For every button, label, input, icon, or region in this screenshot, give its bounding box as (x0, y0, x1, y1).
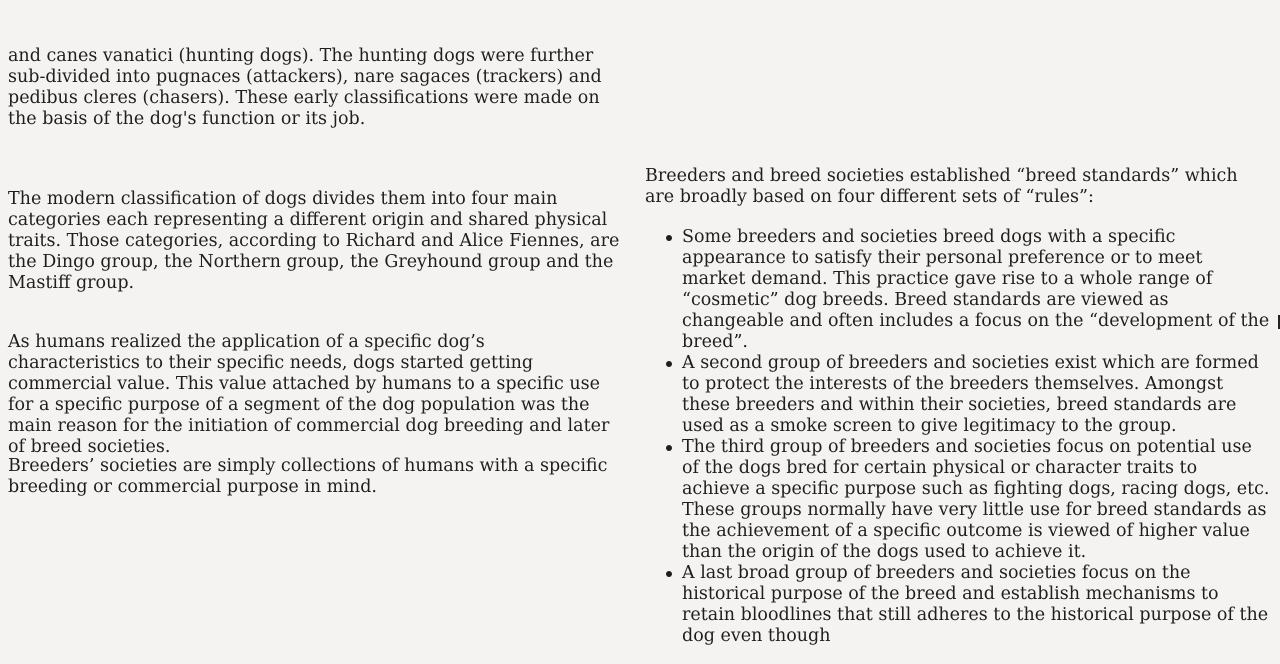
paragraph-breeders-societies: Breeders’ societies are simply collections of humans with a specific breeding or commercial purpose in mind. (8, 456, 608, 497)
paragraph-hunting-dogs: and canes vanatici (hunting dogs). The hunting dogs were further sub-divided into pugnaces (attackers), nare sagaces (trackers) and pedibus cleres (chasers). These early classifications were made on the basis of the dog's function or its job. (8, 46, 602, 129)
list-item: A second group of breeders and societies exist which are formed to protect the interests of the breeders themselves. Amongst these breeders and within their societies, breed standards are used as a smoke screen to give legitimacy to the group. (682, 353, 1270, 437)
paragraph-modern-classification: The modern classification of dogs divides them into four main categories each representing a different origin and shared physical traits. Those categories, according to Richard and Alice Fiennes, are the Dingo group, the Northern group, the Greyhound group and the Mastiff group. (8, 189, 620, 293)
list-item: A last broad group of breeders and societies focus on the historical purpose of the breed and establish mechanisms to retain bloodlines that still adheres to the historical purpose of the dog even though (682, 563, 1269, 646)
breed-standards-rules-list (645, 227, 1270, 647)
list-item: The third group of breeders and societies focus on potential use of the dogs bred for certain physical or character traits to achieve a specific purpose such as fighting dogs, racing dogs, etc. These groups normally have very little use for breed standards as the achievement of a specific outcome is viewed of higher value than the origin of the dogs used to achieve it. (682, 437, 1270, 562)
paragraph-breed-standards-intro: Breeders and breed societies established “breed standards” which are broadly based on four different sets of “rules”: (645, 166, 1238, 207)
paragraph-commercial-value: As humans realized the application of a specific dog’s characteristics to their specific needs, dogs started getting commercial value. This value attached by humans to a specific use for a specific purpose of a segment of the dog population was the main reason for the initiation of commercial dog breeding and later of breed societies. (8, 332, 610, 457)
list-item: Some breeders and societies breed dogs with a specific appearance to satisfy their personal preference or to meet market demand. This practice gave rise to a whole range of “cosmetic” dog breeds. Breed standards are viewed as changeable and often includes a focus on the “development of the breed”. (682, 227, 1270, 352)
